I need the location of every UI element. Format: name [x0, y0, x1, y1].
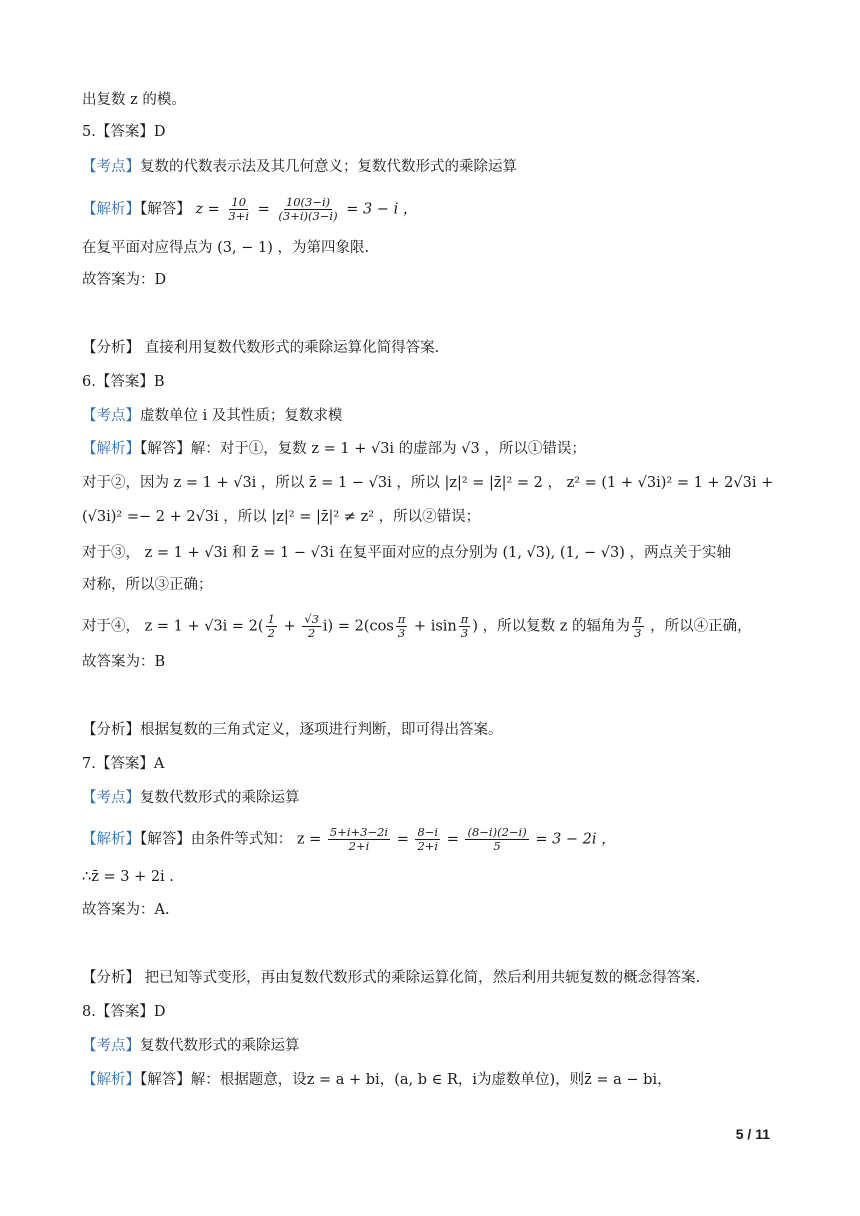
kaodian-tag: 【考点】	[82, 159, 140, 175]
q5-jiexi: 【解析】【解答】 z = $\frac{10}{3+i}$ = $\frac{10(3-i)}{(3+i)(3-i)}$ = 3 − i ，	[82, 195, 418, 223]
fraction: $\frac{10(3-i)}{(3+i)(3-i)}$	[278, 195, 338, 223]
q5-answer: 5.【答案】D	[82, 124, 166, 140]
q6-line1: 【解析】【解答】解：对于①，复数 z = 1 + √3i 的虚部为 √3 ，所以①错误；	[82, 441, 586, 457]
fraction: $\frac{10}{3+i}$	[228, 195, 250, 223]
q8-jiexi: 【解析】【解答】解：根据题意，设z = a + bi，(a, b ∈ R，i为虚数单位)，则z̄ = a − bi，	[82, 1072, 672, 1088]
q6-kaodian: 【考点】虚数单位 i 及其性质；复数求模	[82, 408, 343, 424]
q6-line5: 对称，所以③正确；	[82, 577, 213, 593]
q8-kaodian: 【考点】复数代数形式的乘除运算	[82, 1038, 300, 1054]
q6-line6: 对于④， z = 1 + √3i = 2( $\frac{1}{2}$ + $\frac{√3}{2}$ i) = 2(cos $\frac{\pi}{3}$ + isin $\frac{\pi}{3}$ ) ，所以复数 z 的辐角为 $\frac{\pi}{3}$ ，所以④正确，	[82, 612, 752, 640]
q6-line4: 对于③， z = 1 + √3i 和 z̄ = 1 − √3i 在复平面对应的点分别为 (1, √3), (1, − √3) ，两点关于实轴	[82, 545, 731, 561]
q5-line2: 在复平面对应得点为 (3, − 1) ，为第四象限.	[82, 240, 370, 256]
q6-line2: 对于②，因为 z = 1 + √3i ，所以 z̄ = 1 − √3i ，所以 |z|² = |z̄|² = 2 ， z² = (1 + √3i)² = 1 + 2√3i +	[82, 475, 774, 491]
q5-kaodian: 【考点】复数的代数表示法及其几何意义；复数代数形式的乘除运算	[82, 159, 517, 175]
q6-fenxi: 【分析】根据复数的三角式定义，逐项进行判断，即可得出答案。	[82, 722, 503, 738]
carryover-text: 出复数 z 的模。	[82, 92, 186, 108]
q8-answer: 8.【答案】D	[82, 1004, 166, 1020]
q7-fenxi: 【分析】 把已知等式变形，再由复数代数形式的乘除运算化简，然后利用共轭复数的概念得答案.	[82, 970, 701, 986]
q7-line2: ∴z̄ = 3 + 2i .	[82, 869, 174, 885]
q6-line7: 故答案为：B	[82, 654, 166, 670]
q5-line3: 故答案为：D	[82, 272, 167, 288]
q7-line3: 故答案为：A.	[82, 902, 170, 918]
q6-answer: 6.【答案】B	[82, 374, 165, 390]
q7-kaodian: 【考点】复数代数形式的乘除运算	[82, 790, 300, 806]
jiexi-tag: 【解析】	[82, 201, 140, 218]
q6-line3: (√3i)² =− 2 + 2√3i ，所以 |z|² = |z̄|² ≠ z² ，所以②错误；	[82, 509, 481, 525]
q7-jiexi: 【解析】【解答】由条件等式知： z = $\frac{5+i+3-2i}{2+i}$ = $\frac{8-i}{2+i}$ = $\frac{(8-i)(2-i)}{5}$ = 3 − 2i ，	[82, 825, 616, 853]
q5-fenxi: 【分析】 直接利用复数代数形式的乘除运算化简得答案.	[82, 340, 440, 356]
page-number: 5 / 11	[735, 1126, 770, 1142]
q7-answer: 7.【答案】A	[82, 756, 165, 772]
